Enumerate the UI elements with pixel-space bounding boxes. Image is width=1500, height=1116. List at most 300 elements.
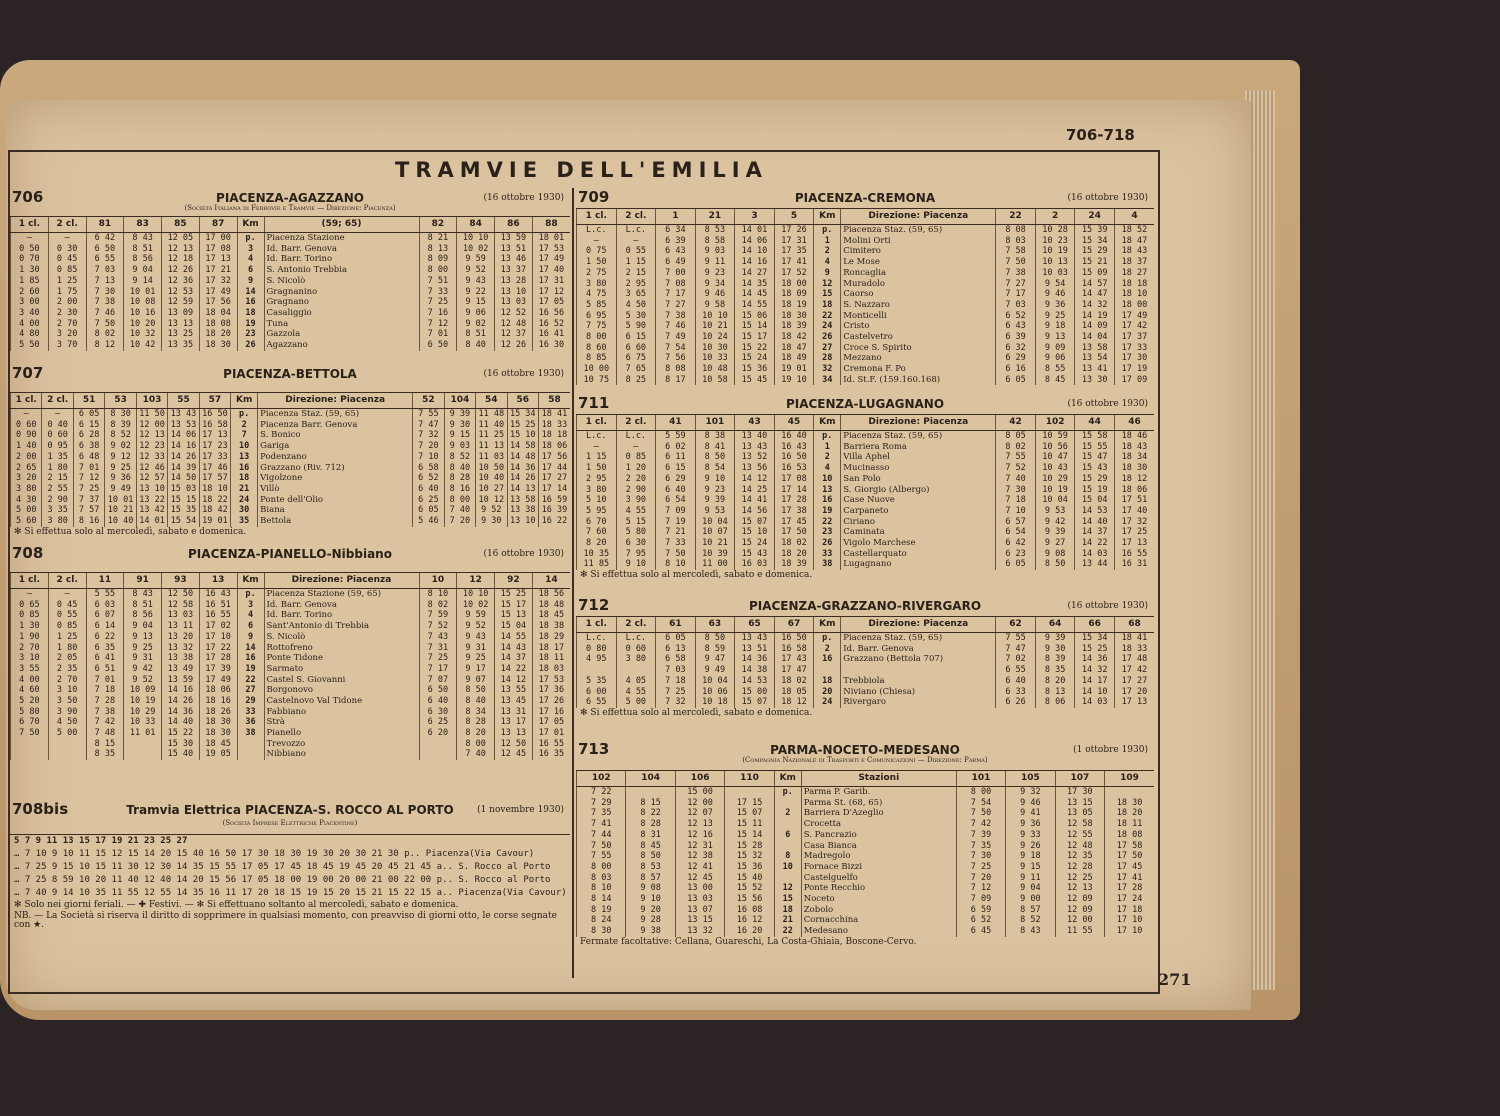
time-cell: 9 25: [124, 642, 162, 653]
table-row: [11, 600, 571, 611]
column-header: 54: [476, 393, 507, 409]
time-cell: 13 44: [1075, 559, 1115, 570]
time-cell: 2 75: [577, 268, 617, 279]
time-cell: 15 29: [1075, 246, 1115, 257]
time-cell: 2 70: [48, 319, 86, 330]
time-cell: 18 42: [774, 332, 814, 343]
table-row: [577, 926, 1155, 937]
time-cell: 8 24: [577, 915, 626, 926]
km-cell: 4: [237, 254, 264, 265]
km-cell: 2: [774, 808, 801, 819]
time-cell: 9 02: [105, 441, 136, 452]
time-cell: 2 15: [616, 268, 656, 279]
time-cell: 17 53: [532, 244, 570, 255]
time-cell: 16 03: [735, 559, 775, 570]
time-cell: 9 53: [695, 506, 735, 517]
time-cell: 15 03: [168, 484, 199, 495]
time-cell: 6 03: [86, 600, 124, 611]
column-header: 3: [735, 209, 775, 225]
time-cell: 2 35: [48, 664, 86, 675]
time-cell: 15 04: [495, 621, 533, 632]
column-header: 63: [695, 617, 735, 633]
time-cell: 18 01: [532, 233, 570, 244]
table-row: [11, 707, 571, 718]
time-cell: 7 49: [656, 332, 696, 343]
time-cell: 10 30: [695, 343, 735, 354]
time-cell: 6 38: [73, 441, 104, 452]
table-row: [577, 257, 1155, 268]
time-cell: 12 26: [495, 340, 533, 351]
column-header: Direzione: Piacenza: [841, 415, 996, 431]
route-title: PIACENZA-BETTOLA: [223, 367, 357, 381]
station-name: S. Bonico: [258, 430, 413, 441]
time-cell: 13 20: [162, 632, 200, 643]
time-cell: 7 42: [86, 717, 124, 728]
time-cell: 8 25: [616, 375, 656, 386]
time-cell: 17 31: [532, 276, 570, 287]
time-cell: 14 12: [495, 675, 533, 686]
time-cell: 7 41: [577, 819, 626, 830]
route-date: (16 ottobre 1930): [1067, 399, 1148, 409]
time-cell: 4 95: [577, 654, 617, 665]
time-cell: 5 00: [616, 697, 656, 708]
column-header: Km: [814, 415, 841, 431]
time-cell: 18 12: [774, 697, 814, 708]
time-cell: 6 14: [86, 621, 124, 632]
time-cell: 7 31: [419, 642, 457, 653]
time-cell: 17 47: [774, 665, 814, 676]
time-cell: 7 30: [86, 286, 124, 297]
km-cell: [774, 819, 801, 830]
time-cell: 9 22: [457, 286, 495, 297]
table-row: [11, 632, 571, 643]
route-title: PIACENZA-GRAZZANO-RIVERGARO: [748, 599, 982, 613]
time-cell: 8 53: [695, 225, 735, 236]
time-cell: 10 24: [695, 332, 735, 343]
time-cell: 1 90: [11, 632, 49, 643]
time-cell: 18 41: [538, 409, 570, 420]
column-header: 2 cl.: [616, 415, 656, 431]
time-cell: 1 25: [48, 276, 86, 287]
time-cell: 13 09: [162, 308, 200, 319]
time-cell: 2 00: [11, 452, 42, 463]
time-cell: 9 43: [457, 632, 495, 643]
time-cell: 7 54: [956, 798, 1005, 809]
km-cell: 4: [814, 463, 841, 474]
time-cell: 15 10: [735, 527, 775, 538]
station-name: S. Giorgio (Albergo): [841, 484, 996, 495]
time-cell: 8 56: [124, 610, 162, 621]
time-cell: 13 53: [168, 420, 199, 431]
time-cell: 17 26: [532, 696, 570, 707]
time-cell: 13 43: [735, 442, 775, 453]
time-cell: 14 45: [735, 289, 775, 300]
time-cell: 9 06: [1035, 353, 1075, 364]
column-header: 81: [86, 217, 124, 233]
table-row: [577, 495, 1155, 506]
time-cell: 11 01: [124, 728, 162, 739]
time-cell: 6 55: [86, 254, 124, 265]
time-cell: 17 45: [1105, 862, 1154, 873]
station-name: Madregolo: [801, 851, 956, 862]
table-row: [577, 559, 1155, 570]
time-cell: [419, 739, 457, 750]
time-cell: 9 14: [124, 276, 162, 287]
time-cell: 11 40: [476, 420, 507, 431]
time-cell: 7 17: [656, 289, 696, 300]
time-cell: 3 20: [48, 329, 86, 340]
station-name: Le Mose: [841, 257, 996, 268]
time-cell: 3 10: [11, 653, 49, 664]
time-cell: 7 30: [956, 851, 1005, 862]
time-cell: 4 05: [616, 676, 656, 687]
station-name: Bettola: [258, 516, 413, 527]
time-cell: 8 50: [626, 851, 675, 862]
time-cell: 18 30: [199, 717, 237, 728]
table-row: [577, 225, 1155, 236]
time-cell: 4 75: [577, 289, 617, 300]
time-cell: 14 03: [1075, 549, 1115, 560]
time-cell: 2 15: [42, 473, 73, 484]
station-name: Id. Barr. Genova: [264, 600, 419, 611]
station-name: Grazzano (Bettola 707): [841, 654, 996, 665]
time-cell: 9 23: [695, 268, 735, 279]
schedule-row: … 7 25 9 15 10 15 11 30 12 30 14 35 15 55 17 05 17 45 18 45 19 45 20 45 21 45 a.. S. Rocco al Porto: [14, 862, 551, 872]
km-cell: 6: [237, 265, 264, 276]
route-title: PIACENZA-PIANELLO-Nibbiano: [188, 547, 392, 561]
time-cell: 18 45: [199, 739, 237, 750]
table-row: [577, 442, 1155, 453]
time-cell: 15 17: [735, 332, 775, 343]
time-cell: 14 48: [507, 452, 538, 463]
table-row: [11, 728, 571, 739]
time-cell: 13 40: [735, 431, 775, 442]
time-cell: 14 53: [1075, 506, 1115, 517]
time-cell: 10 19: [124, 696, 162, 707]
time-cell: 15 19: [1075, 484, 1115, 495]
time-cell: 13 03: [675, 894, 724, 905]
time-cell: 18 08: [1105, 830, 1154, 841]
time-cell: 9 13: [124, 632, 162, 643]
time-cell: 17 36: [532, 685, 570, 696]
time-cell: 7 42: [956, 819, 1005, 830]
time-cell: 16 50: [774, 452, 814, 463]
schedule-table: [10, 393, 570, 527]
time-cell: 17 46: [199, 462, 230, 473]
time-cell: 7 40: [457, 749, 495, 760]
table-row: [577, 787, 1155, 798]
time-cell: 13 54: [1075, 353, 1115, 364]
time-cell: 8 02: [419, 600, 457, 611]
time-cell: 15 28: [725, 840, 774, 851]
table-row: [577, 375, 1155, 386]
station-name: Castelvetro: [841, 332, 996, 343]
km-cell: 22: [814, 311, 841, 322]
section-number: 708: [12, 546, 44, 562]
column-header: 10: [419, 573, 457, 589]
time-cell: 14 38: [735, 665, 775, 676]
km-cell: 23: [814, 527, 841, 538]
time-cell: 8 45: [1035, 375, 1075, 386]
station-name: Cremona F. Po: [841, 364, 996, 375]
time-cell: 1 80: [48, 642, 86, 653]
time-cell: 18 06: [199, 685, 237, 696]
time-cell: 16 43: [774, 442, 814, 453]
time-cell: 13 55: [495, 685, 533, 696]
table-row: [11, 441, 571, 452]
section-number: 713: [578, 742, 610, 758]
time-cell: 6 00: [577, 686, 617, 697]
station-name: Caminata: [841, 527, 996, 538]
time-cell: 12 05: [162, 233, 200, 244]
time-cell: L.c.: [616, 431, 656, 442]
time-cell: 14 22: [495, 664, 533, 675]
time-cell: 6 02: [656, 442, 696, 453]
time-cell: 6 70: [11, 717, 49, 728]
time-cell: 8 06: [1035, 697, 1075, 708]
time-cell: 12 09: [1055, 905, 1104, 916]
time-cell: 13 11: [162, 621, 200, 632]
column-header: 1 cl.: [577, 209, 617, 225]
column-header: 110: [725, 771, 774, 787]
time-cell: 16 51: [199, 600, 237, 611]
time-cell: 15 11: [725, 819, 774, 830]
timetable-712: [576, 598, 1154, 738]
time-cell: 8 85: [577, 353, 617, 364]
time-cell: 12 33: [136, 452, 167, 463]
route-title: Tramvia Elettrica PIACENZA-S. ROCCO AL PORTO: [126, 803, 454, 817]
time-cell: 0 60: [11, 420, 42, 431]
time-cell: 15 10: [507, 430, 538, 441]
station-name: Caorso: [841, 289, 996, 300]
time-cell: 12 48: [1055, 840, 1104, 851]
time-cell: 13 43: [168, 409, 199, 420]
time-cell: 13 59: [162, 675, 200, 686]
time-cell: [48, 739, 86, 750]
station-name: Sarmato: [264, 664, 419, 675]
station-name: Piacenza Stazione: [264, 233, 419, 244]
time-cell: 18 10: [199, 484, 230, 495]
time-cell: 6 59: [956, 905, 1005, 916]
km-cell: 19: [814, 506, 841, 517]
time-cell: 9 46: [1006, 798, 1055, 809]
time-cell: 6 40: [419, 696, 457, 707]
column-header: 88: [532, 217, 570, 233]
time-cell: 7 25: [419, 297, 457, 308]
column-header: 1 cl.: [577, 617, 617, 633]
column-header: 66: [1075, 617, 1115, 633]
time-cell: 1 15: [577, 452, 617, 463]
time-cell: 16 58: [774, 644, 814, 655]
time-cell: 7 02: [996, 654, 1036, 665]
time-cell: 14 03: [1075, 697, 1115, 708]
time-cell: 6 05: [73, 409, 104, 420]
time-cell: 17 25: [1114, 527, 1154, 538]
time-cell: 14 47: [1075, 289, 1115, 300]
time-cell: 2 55: [42, 484, 73, 495]
time-cell: 9 10: [626, 894, 675, 905]
time-cell: 8 08: [996, 225, 1036, 236]
time-cell: 7 32: [413, 430, 444, 441]
time-cell: 7 40: [444, 505, 475, 516]
km-cell: 36: [237, 717, 264, 728]
time-cell: 14 36: [162, 707, 200, 718]
route-date: (16 ottobre 1930): [483, 193, 564, 203]
time-cell: 3 10: [48, 685, 86, 696]
time-cell: 12 58: [162, 600, 200, 611]
column-header: 44: [1075, 415, 1115, 431]
column-header: Direzione: Piacenza: [841, 617, 996, 633]
time-cell: 6 48: [73, 452, 104, 463]
time-cell: 8 13: [419, 244, 457, 255]
column-header: 104: [444, 393, 475, 409]
time-cell: 13 13: [162, 319, 200, 330]
time-cell: 14 55: [495, 632, 533, 643]
time-cell: 7 50: [86, 319, 124, 330]
time-cell: 10 32: [124, 329, 162, 340]
time-cell: 9 49: [695, 665, 735, 676]
time-cell: 14 26: [507, 473, 538, 484]
km-cell: 26: [814, 538, 841, 549]
time-cell: 14 37: [1075, 527, 1115, 538]
time-cell: 9 20: [626, 905, 675, 916]
table-row: [11, 254, 571, 265]
time-cell: 8 19: [577, 905, 626, 916]
time-cell: 18 04: [199, 308, 237, 319]
route-title: PIACENZA-CREMONA: [794, 191, 936, 205]
time-cell: 6 33: [996, 686, 1036, 697]
time-cell: 10 04: [1035, 495, 1075, 506]
time-cell: 2 20: [616, 474, 656, 485]
time-cell: 7 27: [656, 300, 696, 311]
time-cell: 17 41: [774, 257, 814, 268]
time-cell: 14 32: [1075, 300, 1115, 311]
table-row: [11, 473, 571, 484]
time-cell: 7 39: [956, 830, 1005, 841]
station-name: Borgonovo: [264, 685, 419, 696]
station-name: Gragnano: [264, 297, 419, 308]
station-name: Cornacchina: [801, 915, 956, 926]
time-cell: 15 22: [162, 728, 200, 739]
time-cell: 0 60: [616, 644, 656, 655]
time-cell: 14 04: [1075, 332, 1115, 343]
time-cell: 8 22: [626, 808, 675, 819]
time-cell: 18 08: [199, 319, 237, 330]
time-cell: 12 26: [162, 265, 200, 276]
time-cell: 18 30: [199, 728, 237, 739]
time-cell: 9 42: [1035, 517, 1075, 528]
time-cell: 8 51: [457, 329, 495, 340]
station-name: Mezzano: [841, 353, 996, 364]
time-cell: 8 03: [996, 236, 1036, 247]
time-cell: 17 19: [1114, 364, 1154, 375]
table-row: [577, 236, 1155, 247]
station-name: Roncaglia: [841, 268, 996, 279]
column-header: 102: [577, 771, 626, 787]
station-name: Piacenza Staz. (59, 65): [841, 431, 996, 442]
station-name: Strà: [264, 717, 419, 728]
service-note: ✻ Solo nei giorni feriali. — ✚ Festivi. — ✻ Si effettuano soltanto al mercoledì, sabato e domenica.: [14, 900, 459, 910]
time-cell: 9 08: [626, 883, 675, 894]
time-cell: 13 00: [675, 883, 724, 894]
time-cell: 8 16: [73, 516, 104, 527]
station-name: Barriera Roma: [841, 442, 996, 453]
time-cell: 6 25: [413, 495, 444, 506]
time-cell: 17 24: [1105, 894, 1154, 905]
time-cell: 13 31: [495, 707, 533, 718]
time-cell: 12 38: [675, 851, 724, 862]
time-cell: [616, 665, 656, 676]
station-name: Rottofreno: [264, 642, 419, 653]
km-cell: 6: [774, 830, 801, 841]
column-header: Direzione: Piacenza: [841, 209, 996, 225]
timetable-711: [576, 396, 1154, 592]
time-cell: 14 19: [1075, 311, 1115, 322]
column-header: 46: [1114, 415, 1154, 431]
table-row: [11, 286, 571, 297]
time-cell: 18 05: [774, 686, 814, 697]
route-operator: (Società Imprese Elettriche Piacentine): [222, 819, 358, 827]
time-cell: 9 13: [1035, 332, 1075, 343]
time-cell: 18 20: [199, 329, 237, 340]
time-cell: 7 47: [996, 644, 1036, 655]
time-cell: 9 08: [1035, 549, 1075, 560]
station-name: Monticelli: [841, 311, 996, 322]
time-cell: 0 50: [11, 244, 49, 255]
time-cell: 8 15: [86, 739, 124, 750]
time-cell: 16 55: [532, 739, 570, 750]
table-row: [11, 675, 571, 686]
time-cell: 7 09: [956, 894, 1005, 905]
time-cell: 7 10: [413, 452, 444, 463]
time-cell: 3 80: [42, 516, 73, 527]
station-name: Casa Bianca: [801, 840, 956, 851]
time-cell: 10 40: [476, 473, 507, 484]
time-cell: 15 34: [507, 409, 538, 420]
time-cell: 18 02: [774, 676, 814, 687]
station-name: Trebbiola: [841, 676, 996, 687]
time-cell: 7 50: [956, 808, 1005, 819]
time-cell: 8 43: [124, 589, 162, 600]
time-cell: 10 04: [695, 676, 735, 687]
time-cell: 17 22: [199, 642, 237, 653]
time-cell: 6 52: [996, 311, 1036, 322]
time-cell: 10 50: [476, 462, 507, 473]
time-cell: 7 20: [444, 516, 475, 527]
time-cell: 9 36: [1035, 300, 1075, 311]
column-header: 68: [1114, 617, 1154, 633]
time-cell: 14 22: [1075, 538, 1115, 549]
time-cell: 8 51: [124, 244, 162, 255]
time-cell: 8 57: [1006, 905, 1055, 916]
time-cell: 3 00: [11, 297, 49, 308]
station-name: S. Pancrazio: [801, 830, 956, 841]
table-row: [11, 462, 571, 473]
time-cell: 15 43: [735, 549, 775, 560]
time-cell: 8 17: [656, 375, 696, 386]
time-cell: 8 15: [626, 798, 675, 809]
column-header: 105: [1006, 771, 1055, 787]
time-cell: 16 55: [199, 610, 237, 621]
time-cell: 17 49: [199, 286, 237, 297]
time-cell: 15 25: [495, 589, 533, 600]
time-cell: 6 55: [996, 665, 1036, 676]
table-row: [577, 697, 1155, 708]
km-cell: 26: [814, 332, 841, 343]
time-cell: 8 55: [1035, 364, 1075, 375]
time-cell: 0 80: [577, 644, 617, 655]
time-cell: 14 37: [495, 653, 533, 664]
